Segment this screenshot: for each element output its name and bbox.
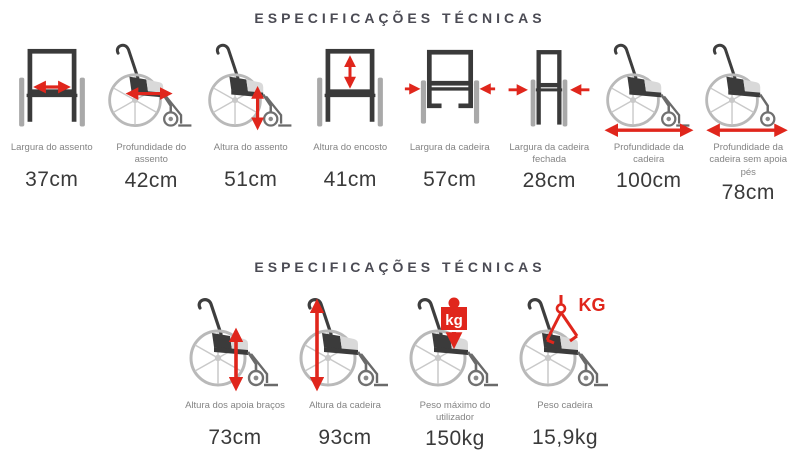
spec-label: Altura da cadeira (309, 400, 381, 412)
seat-depth-icon (103, 31, 199, 137)
chair-width-icon (402, 31, 498, 137)
spec-value: 51cm (224, 168, 278, 191)
spec-value: 93cm (318, 426, 372, 450)
wheelchair-with-kg-weight-icon (405, 293, 505, 395)
wheelchair-folded-front-view-icon (502, 37, 596, 137)
wheelchair-side-view-icon (104, 37, 198, 137)
spec-label: Largura do assento (10, 142, 93, 153)
spec-item-chair-depth-no-footrest (699, 31, 799, 205)
chair-weight-icon (514, 291, 616, 395)
spec-item-armrest-height (180, 291, 290, 451)
spec-item-chair-weight (510, 291, 620, 451)
spec-item-chair-width-folded (500, 31, 600, 205)
wheelchair-no-footrest-side-view-icon (701, 37, 795, 137)
spec-section-weights (0, 259, 800, 451)
spec-item-backrest-height (301, 31, 401, 205)
section-heading: ESPECIFICAÇÕES TÉCNICAS (254, 10, 546, 26)
chair-width-folded-icon (501, 31, 597, 137)
spec-row-1 (0, 31, 800, 205)
wheelchair-side-view-icon (204, 37, 298, 137)
wheelchair-front-view-icon (5, 37, 99, 137)
spec-value: 100cm (615, 168, 682, 192)
section-heading: ESPECIFICAÇÕES TÉCNICAS (254, 259, 546, 276)
spec-value: 28cm (522, 168, 576, 192)
chair-depth-no-footrest-icon (700, 31, 796, 137)
spec-item-chair-depth (599, 31, 699, 205)
spec-label: Peso cadeira (537, 400, 593, 412)
spec-item-chair-height (290, 291, 400, 451)
chair-height-icon (294, 291, 396, 395)
spec-value: 73cm (208, 426, 262, 450)
seat-width-icon (4, 31, 100, 137)
wheelchair-side-view-icon (602, 37, 696, 137)
spec-value: 42cm (124, 168, 178, 192)
max-user-weight-icon (404, 291, 506, 395)
wheelchair-side-view-icon (185, 293, 285, 395)
spec-label: Profundidade da cadeira (613, 142, 684, 166)
spec-value: 150kg (425, 426, 485, 450)
wheelchair-with-crane-hook-icon (515, 293, 615, 395)
spec-label: Altura dos apoia braços (185, 400, 285, 412)
kg-weight-label: kg (445, 312, 463, 330)
wheelchair-side-view-icon (295, 293, 395, 395)
spec-row-2 (0, 291, 800, 451)
wheelchair-front-view-icon (303, 37, 397, 137)
spec-item-seat-depth (102, 31, 202, 205)
spec-section-dimensions (0, 0, 800, 205)
spec-value: 15,9kg (531, 426, 599, 450)
backrest-height-icon (302, 31, 398, 137)
seat-height-icon (203, 31, 299, 137)
spec-value: 57cm (423, 168, 477, 191)
spec-item-max-user-weight (400, 291, 510, 451)
spec-label: Largura da cadeira fechada (509, 142, 590, 166)
spec-value: 78cm (721, 181, 775, 205)
wheelchair-front-view-icon (403, 37, 497, 137)
chair-depth-icon (601, 31, 697, 137)
spec-value: 41cm (323, 168, 377, 191)
spec-item-chair-width (400, 31, 500, 205)
spec-label: Profundidade do assento (116, 142, 187, 166)
spec-value: 37cm (25, 168, 79, 191)
armrest-height-icon (184, 291, 286, 395)
spec-item-seat-height (201, 31, 301, 205)
kg-hook-label: KG (578, 295, 606, 316)
spec-label: Altura do encosto (313, 142, 388, 153)
spec-label: Largura da cadeira (409, 142, 490, 153)
spec-item-seat-width (2, 31, 102, 205)
spec-label: Altura do assento (213, 142, 288, 153)
spec-label: Profundidade da cadeira sem apoia pés (709, 142, 788, 178)
spec-label: Peso máximo do utilizador (419, 400, 491, 424)
